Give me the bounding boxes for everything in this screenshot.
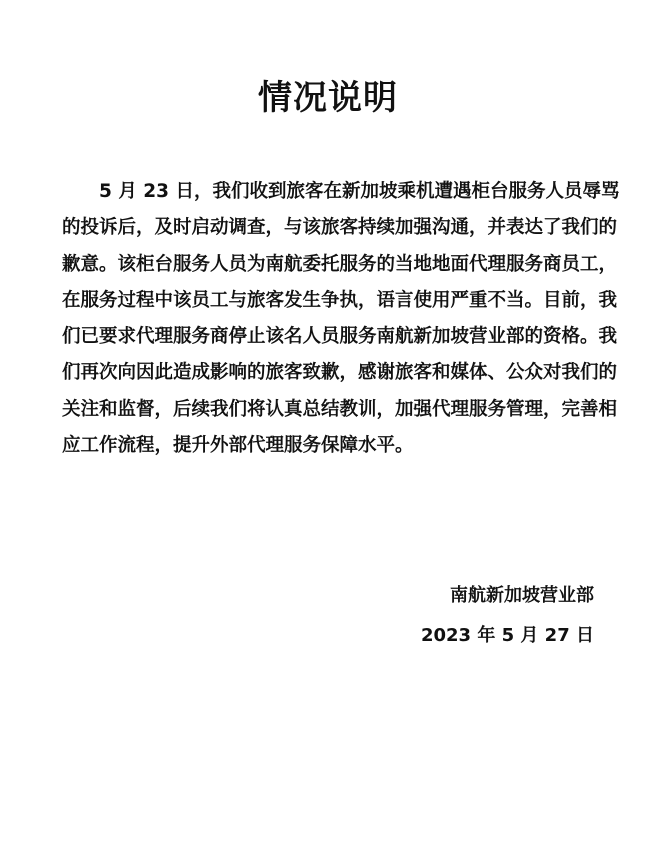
- signature-block: [421, 576, 594, 656]
- signature-organization: 南航新加坡营业部: [450, 585, 594, 606]
- document-body: [62, 174, 620, 464]
- body-line: 们再次向因此造成影响的旅客致歉，感谢旅客和媒体、公众对我们的: [62, 362, 618, 384]
- body-line: 在服务过程中该员工与旅客发生争执，语言使用严重不当。目前，我: [62, 289, 618, 311]
- body-line: 歉意。该柜台服务人员为南航委托服务的当地地面代理服务商员工，: [62, 253, 618, 275]
- body-line: 应工作流程，提升外部代理服务保障水平。: [62, 435, 414, 457]
- body-line: 关注和监督，后续我们将认真总结教训，加强代理服务管理，完善相: [62, 398, 618, 420]
- signature-date: 2023 年 5 月 27 日: [420, 625, 594, 646]
- body-line: 的投诉后，及时启动调查，与该旅客持续加强沟通，并表达了我们的: [62, 217, 618, 239]
- body-line: 5 月 23 日，我们收到旅客在新加坡乘机遭遇柜台服务人员辱骂: [99, 181, 620, 202]
- body-line: 们已要求代理服务商停止该名人员服务南航新加坡营业部的资格。我: [62, 326, 618, 348]
- document-title: 情况说明: [258, 78, 398, 118]
